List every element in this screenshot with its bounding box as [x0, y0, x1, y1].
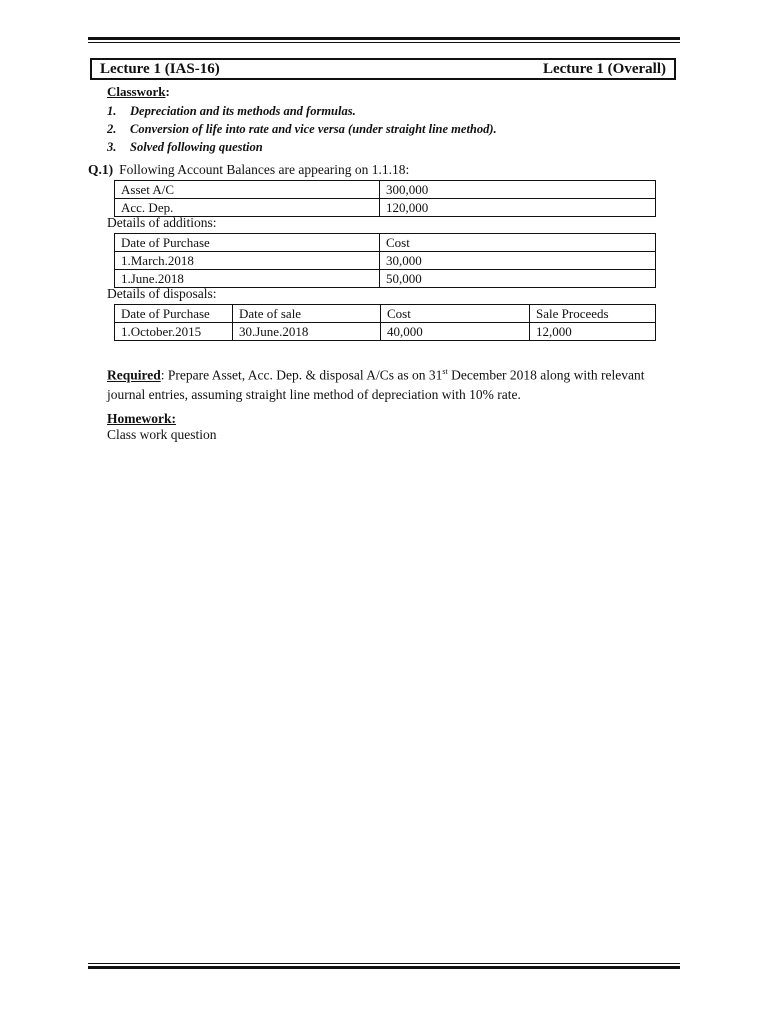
table-cell: 50,000 [380, 270, 656, 288]
table-cell: 1.October.2015 [115, 323, 233, 341]
homework-title: Homework: [107, 411, 176, 426]
item-number: 1. [107, 104, 117, 118]
question-line [88, 162, 409, 178]
item-text: Conversion of life into rate and vice versa (under straight line method). [130, 122, 497, 136]
table-cell: 30.June.2018 [233, 323, 381, 341]
table-cell: 12,000 [530, 323, 656, 341]
classwork-section [107, 84, 497, 156]
balances-table [114, 180, 656, 217]
lecture-header [90, 58, 676, 80]
table-cell: Asset A/C [115, 181, 380, 199]
table-row [115, 181, 656, 199]
classwork-item [107, 102, 497, 120]
lecture-title-right: Lecture 1 (Overall) [542, 60, 666, 77]
top-rule [88, 37, 680, 43]
column-header: Date of Purchase [115, 234, 380, 252]
table-cell: Acc. Dep. [115, 199, 380, 217]
additions-table [114, 233, 656, 288]
classwork-list [107, 102, 497, 156]
additions-label: Details of additions: [107, 215, 217, 230]
column-header: Cost [381, 305, 530, 323]
table-row [115, 323, 656, 341]
classwork-title-colon: : [165, 84, 170, 99]
lecture-title-left: Lecture 1 (IAS-16) [100, 60, 220, 77]
required-ordinal-suffix: st [442, 367, 448, 376]
table-header-row [115, 305, 656, 323]
classwork-title-text: Classwork [107, 84, 166, 99]
required-label: Required [107, 367, 161, 383]
table-cell: 40,000 [381, 323, 530, 341]
question-text: Following Account Balances are appearing on 1.1.18: [119, 162, 410, 177]
table-cell: 120,000 [380, 199, 656, 217]
item-number: 3. [107, 140, 117, 154]
column-header: Date of sale [233, 305, 381, 323]
disposals-label: Details of disposals: [107, 286, 217, 301]
classwork-item [107, 138, 497, 156]
homework-section [107, 411, 217, 443]
table-header-row [115, 234, 656, 252]
table-cell: 1.March.2018 [115, 252, 380, 270]
homework-text: Class work question [107, 427, 217, 442]
table-row [115, 252, 656, 270]
item-text: Solved following question [130, 140, 263, 154]
classwork-item [107, 120, 497, 138]
table-cell: 1.June.2018 [115, 270, 380, 288]
required-text-part2: December 2018 along with relevant journal entries, assuming straight line method of depreciation with 10% rate. [107, 367, 645, 402]
table-cell: 300,000 [380, 181, 656, 199]
required-text-part1: : Prepare Asset, Acc. Dep. & disposal A/Cs as on 31 [160, 367, 443, 383]
classwork-title [107, 84, 497, 100]
bottom-rule [88, 963, 680, 969]
column-header: Sale Proceeds [530, 305, 656, 323]
column-header: Cost [380, 234, 656, 252]
table-cell: 30,000 [380, 252, 656, 270]
disposals-table [114, 304, 656, 341]
required-paragraph [107, 362, 682, 404]
item-text: Depreciation and its methods and formulas. [130, 104, 356, 118]
column-header: Date of Purchase [115, 305, 233, 323]
question-number: Q.1) [88, 162, 114, 177]
table-row [115, 270, 656, 288]
table-row [115, 199, 656, 217]
item-number: 2. [107, 122, 117, 136]
